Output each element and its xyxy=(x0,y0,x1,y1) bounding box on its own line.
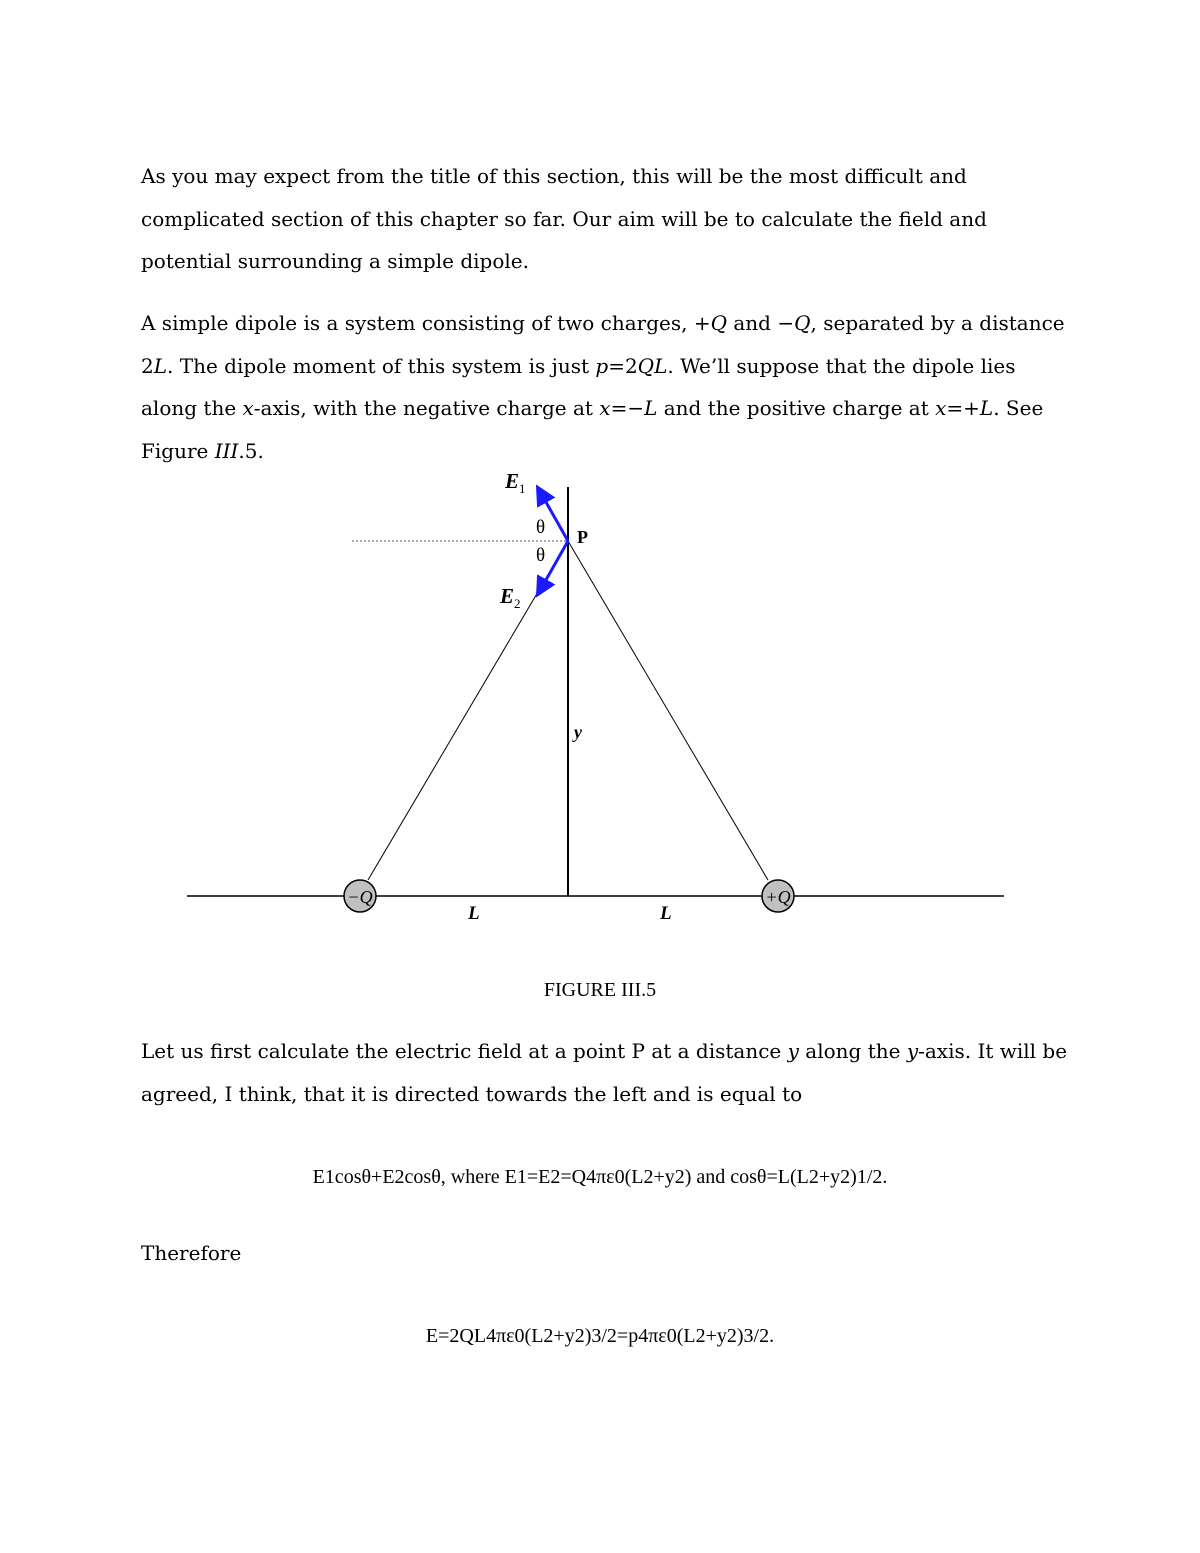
symbol-ql: QL xyxy=(637,353,668,378)
symbol-q: Q xyxy=(710,311,727,335)
symbol-p: p xyxy=(595,353,609,378)
theta-lower-label: θ xyxy=(536,545,546,566)
text-run: =− xyxy=(610,396,645,420)
theta-upper-label: θ xyxy=(536,517,546,538)
dipole-definition-paragraph xyxy=(141,302,1071,472)
e1-symbol: E xyxy=(505,469,520,493)
text-run: Let us first calculate the electric field at a point P at a distance xyxy=(141,1039,788,1063)
equation-field-components xyxy=(0,1159,1200,1195)
figure-ref: III xyxy=(214,438,239,463)
e2-subscript: 2 xyxy=(514,596,521,611)
figure-caption: FIGURE III.5 xyxy=(543,979,657,1001)
text-run: and − xyxy=(727,311,795,335)
text-run: along the xyxy=(798,1039,907,1063)
symbol-y: y xyxy=(787,1039,799,1063)
text-run: . The dipole moment of this system is just xyxy=(167,353,596,378)
text-run: A simple dipole is a system consisting of two charges, + xyxy=(141,311,711,335)
dipole-figure xyxy=(0,460,1200,960)
symbol-l: L xyxy=(153,353,168,378)
point-p-label: P xyxy=(577,527,588,547)
equation-text: E1cosθ+E2cosθ, where E1=E2=Q4πε0(L2+y2) and cosθ=L(L2+y2)1/2. xyxy=(312,1166,888,1188)
line-p-to-positive-charge xyxy=(568,541,768,880)
text-run: -axis, with the negative charge at xyxy=(253,396,600,420)
text-run: =2 xyxy=(608,353,638,378)
intro-paragraph: As you may expect from the title of this section, this will be the most difficult and complicated section of this chapter so far. Our aim will be to calculate the field and potential surrounding a simple dipole. xyxy=(141,164,987,273)
symbol-x: x xyxy=(242,396,254,420)
therefore-label: Therefore xyxy=(141,1241,242,1265)
equation-text: E=2QL4πε0(L2+y2)3/2=p4πε0(L2+y2)3/2. xyxy=(425,1325,775,1347)
symbol-l: L xyxy=(644,396,658,420)
e2-symbol: E xyxy=(500,584,515,608)
text-run: .5. xyxy=(238,438,264,463)
text-run: =+ xyxy=(946,396,980,420)
text-run: , separated by a distance 2 xyxy=(141,311,1065,378)
positive-charge-label: +Q xyxy=(765,887,791,907)
l-right-label: L xyxy=(660,903,672,924)
text-run: . See Figure xyxy=(141,396,1044,463)
text-run: and the positive charge at xyxy=(657,396,936,420)
text-run: . We’ll suppose that the dipole lies along the xyxy=(141,353,1016,420)
symbol-y: y xyxy=(906,1039,919,1063)
y-distance-label: y xyxy=(574,722,582,742)
negative-charge-label: −Q xyxy=(347,887,373,907)
equation-dipole-field xyxy=(0,1318,1200,1354)
e1-subscript: 1 xyxy=(519,481,526,496)
symbol-x: x xyxy=(935,396,947,420)
symbol-x: x xyxy=(599,396,611,420)
e1-label xyxy=(504,469,526,496)
field-intro-paragraph xyxy=(141,1030,1071,1115)
symbol-l: L xyxy=(979,396,994,420)
symbol-q: Q xyxy=(794,311,811,335)
text-run: -axis. It will be agreed, I think, that it is directed towards the left and is equal to xyxy=(141,1039,1068,1106)
l-left-label: L xyxy=(468,903,480,924)
e2-label xyxy=(499,584,521,611)
